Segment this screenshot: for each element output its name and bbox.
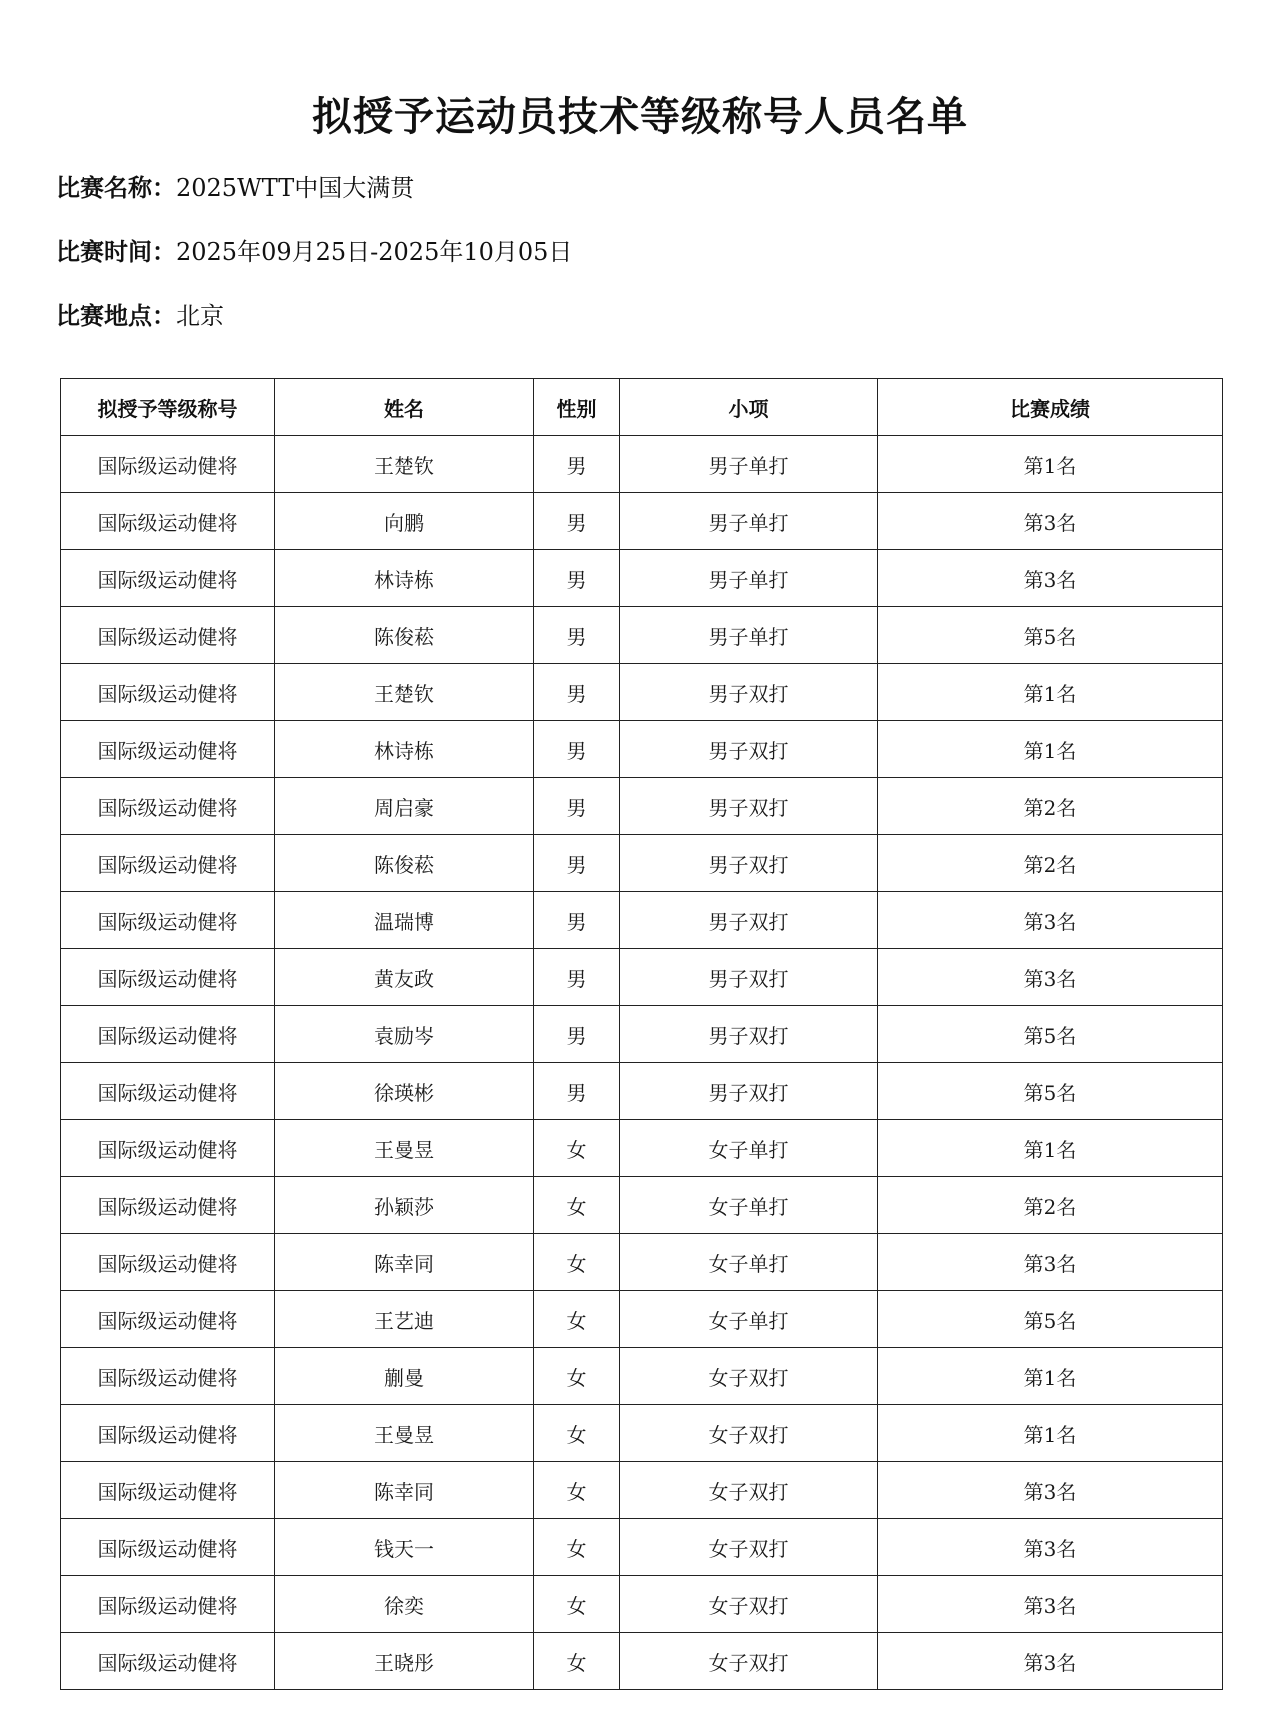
table-row [61,1576,1223,1633]
cell-name: 王楚钦 [275,436,534,493]
cell-title-grade: 国际级运动健将 [61,1006,275,1063]
cell-gender: 女 [534,1462,620,1519]
cell-title-grade: 国际级运动健将 [61,949,275,1006]
cell-name: 陈幸同 [275,1462,534,1519]
cell-name: 林诗栋 [275,721,534,778]
competition-time-line [56,236,572,268]
cell-name: 徐奕 [275,1576,534,1633]
cell-name: 陈俊菘 [275,835,534,892]
cell-gender: 女 [534,1633,620,1690]
cell-gender: 男 [534,949,620,1006]
cell-result: 第5名 [878,607,1223,664]
cell-name: 袁励岑 [275,1006,534,1063]
cell-title-grade: 国际级运动健将 [61,1576,275,1633]
cell-title-grade: 国际级运动健将 [61,1234,275,1291]
cell-title-grade: 国际级运动健将 [61,1633,275,1690]
cell-event: 男子单打 [620,550,878,607]
cell-title-grade: 国际级运动健将 [61,1120,275,1177]
table-row [61,436,1223,493]
table-row [61,1120,1223,1177]
table-row [61,778,1223,835]
cell-gender: 男 [534,778,620,835]
header-event: 小项 [620,379,878,436]
cell-name: 王曼昱 [275,1120,534,1177]
cell-gender: 男 [534,436,620,493]
cell-gender: 女 [534,1177,620,1234]
cell-result: 第3名 [878,1576,1223,1633]
table-row [61,1063,1223,1120]
cell-result: 第3名 [878,949,1223,1006]
cell-result: 第3名 [878,550,1223,607]
cell-name: 周启豪 [275,778,534,835]
cell-event: 女子双打 [620,1576,878,1633]
cell-result: 第2名 [878,1177,1223,1234]
cell-title-grade: 国际级运动健将 [61,1519,275,1576]
cell-gender: 男 [534,664,620,721]
cell-name: 黄友政 [275,949,534,1006]
document-title: 拟授予运动员技术等级称号人员名单 [312,94,968,140]
cell-name: 徐瑛彬 [275,1063,534,1120]
cell-title-grade: 国际级运动健将 [61,493,275,550]
cell-event: 男子单打 [620,493,878,550]
cell-event: 男子单打 [620,607,878,664]
cell-result: 第1名 [878,664,1223,721]
cell-event: 女子双打 [620,1348,878,1405]
table-row [61,892,1223,949]
table-row [61,949,1223,1006]
cell-result: 第2名 [878,835,1223,892]
header-title-grade: 拟授予等级称号 [61,379,275,436]
cell-name: 王艺迪 [275,1291,534,1348]
cell-gender: 男 [534,550,620,607]
competition-location-value: 北京 [176,302,224,330]
cell-result: 第2名 [878,778,1223,835]
cell-event: 女子双打 [620,1519,878,1576]
cell-name: 温瑞博 [275,892,534,949]
cell-result: 第3名 [878,892,1223,949]
cell-result: 第3名 [878,493,1223,550]
cell-event: 男子双打 [620,835,878,892]
cell-title-grade: 国际级运动健将 [61,892,275,949]
competition-name-label: 比赛名称： [56,174,176,202]
cell-event: 男子双打 [620,664,878,721]
cell-event: 女子单打 [620,1120,878,1177]
cell-event: 女子双打 [620,1462,878,1519]
cell-title-grade: 国际级运动健将 [61,835,275,892]
cell-result: 第3名 [878,1234,1223,1291]
cell-name: 王楚钦 [275,664,534,721]
cell-gender: 男 [534,493,620,550]
cell-name: 孙颖莎 [275,1177,534,1234]
cell-result: 第3名 [878,1633,1223,1690]
cell-result: 第1名 [878,1405,1223,1462]
cell-title-grade: 国际级运动健将 [61,1462,275,1519]
cell-event: 男子双打 [620,721,878,778]
cell-gender: 女 [534,1120,620,1177]
cell-event: 男子双打 [620,949,878,1006]
cell-title-grade: 国际级运动健将 [61,550,275,607]
table-row [61,721,1223,778]
cell-name: 蒯曼 [275,1348,534,1405]
cell-event: 女子单打 [620,1177,878,1234]
table-row [61,1291,1223,1348]
cell-title-grade: 国际级运动健将 [61,664,275,721]
cell-gender: 男 [534,892,620,949]
cell-event: 女子双打 [620,1405,878,1462]
competition-name-line [56,172,414,204]
cell-result: 第3名 [878,1519,1223,1576]
cell-title-grade: 国际级运动健将 [61,1291,275,1348]
cell-name: 陈俊菘 [275,607,534,664]
competition-name-value: 2025WTT中国大满贯 [176,174,415,202]
cell-title-grade: 国际级运动健将 [61,1063,275,1120]
cell-result: 第3名 [878,1462,1223,1519]
cell-event: 男子单打 [620,436,878,493]
cell-gender: 男 [534,1063,620,1120]
cell-event: 男子双打 [620,1006,878,1063]
header-gender: 性别 [534,379,620,436]
header-result: 比赛成绩 [878,379,1223,436]
cell-title-grade: 国际级运动健将 [61,1177,275,1234]
cell-event: 女子单打 [620,1291,878,1348]
table-row [61,1234,1223,1291]
cell-result: 第1名 [878,1348,1223,1405]
table-row [61,1006,1223,1063]
cell-name: 陈幸同 [275,1234,534,1291]
cell-event: 男子双打 [620,1063,878,1120]
cell-gender: 女 [534,1234,620,1291]
cell-title-grade: 国际级运动健将 [61,1405,275,1462]
header-name: 姓名 [275,379,534,436]
cell-gender: 女 [534,1576,620,1633]
table-row [61,1633,1223,1690]
cell-title-grade: 国际级运动健将 [61,721,275,778]
cell-result: 第5名 [878,1006,1223,1063]
cell-name: 钱天一 [275,1519,534,1576]
cell-gender: 男 [534,721,620,778]
cell-result: 第5名 [878,1063,1223,1120]
competition-time-label: 比赛时间： [56,238,176,266]
table-row [61,1405,1223,1462]
cell-gender: 女 [534,1519,620,1576]
roster-table-container [60,378,1222,1690]
cell-result: 第1名 [878,1120,1223,1177]
cell-gender: 女 [534,1291,620,1348]
table-row [61,550,1223,607]
competition-location-label: 比赛地点： [56,302,176,330]
table-row [61,1348,1223,1405]
competition-location-line [56,300,224,332]
table-row [61,1462,1223,1519]
cell-gender: 男 [534,835,620,892]
table-row [61,664,1223,721]
cell-name: 王曼昱 [275,1405,534,1462]
cell-gender: 男 [534,607,620,664]
roster-table-body [61,436,1223,1690]
cell-result: 第1名 [878,436,1223,493]
cell-event: 男子双打 [620,778,878,835]
cell-gender: 女 [534,1405,620,1462]
cell-result: 第1名 [878,721,1223,778]
cell-gender: 女 [534,1348,620,1405]
cell-event: 女子单打 [620,1234,878,1291]
cell-event: 女子双打 [620,1633,878,1690]
cell-gender: 男 [534,1006,620,1063]
cell-title-grade: 国际级运动健将 [61,1348,275,1405]
cell-name: 向鹏 [275,493,534,550]
table-row [61,607,1223,664]
table-header-row [61,379,1223,436]
cell-title-grade: 国际级运动健将 [61,607,275,664]
cell-name: 王晓彤 [275,1633,534,1690]
table-row [61,1519,1223,1576]
cell-title-grade: 国际级运动健将 [61,778,275,835]
competition-time-value: 2025年09月25日-2025年10月05日 [176,238,573,266]
table-row [61,1177,1223,1234]
cell-name: 林诗栋 [275,550,534,607]
table-row [61,493,1223,550]
cell-result: 第5名 [878,1291,1223,1348]
table-row [61,835,1223,892]
cell-title-grade: 国际级运动健将 [61,436,275,493]
cell-event: 男子双打 [620,892,878,949]
roster-table [60,378,1223,1690]
